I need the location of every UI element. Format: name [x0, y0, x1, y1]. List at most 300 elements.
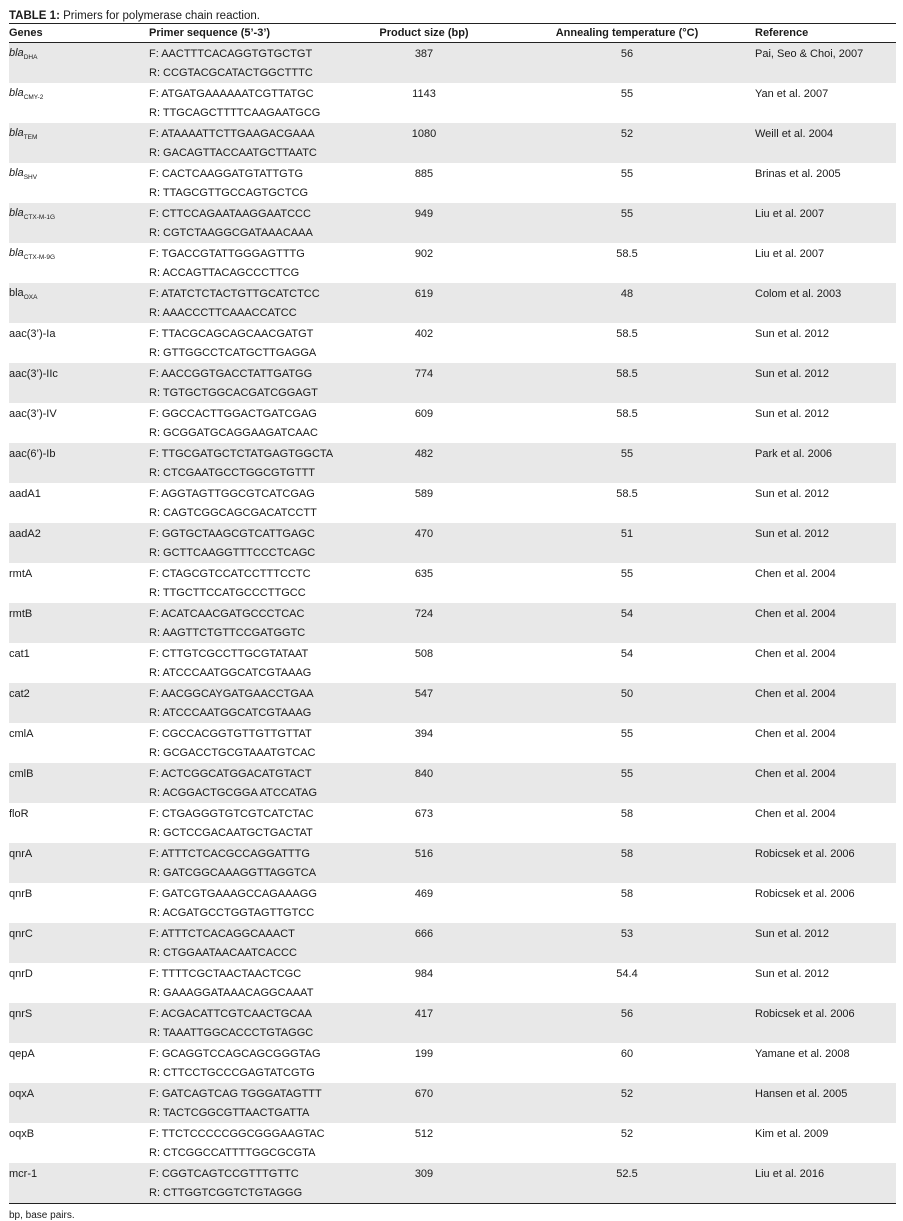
empty-cell [755, 264, 896, 284]
product-size: 724 [349, 603, 499, 624]
reference: Sun et al. 2012 [755, 407, 830, 420]
empty-cell [9, 904, 149, 924]
empty-cell [9, 544, 149, 564]
empty-cell [755, 824, 896, 844]
empty-cell [9, 584, 149, 604]
empty-cell [9, 984, 149, 1004]
table-row [9, 1024, 896, 1044]
header-reference: Reference [755, 24, 896, 43]
header-row [9, 24, 896, 43]
product-size: 619 [349, 283, 499, 304]
table-row [9, 1083, 896, 1104]
empty-cell [349, 104, 499, 124]
annealing-temp: 60 [620, 1047, 634, 1060]
gene-cell [9, 283, 149, 304]
reverse-primer: R: GAAAGGATAAACAGGCAAAT [149, 987, 314, 1000]
product-size: 673 [414, 807, 434, 820]
gene-name: oqxA [9, 1087, 35, 1100]
product-size: 1143 [412, 87, 436, 100]
annealing-temp: 52 [499, 1083, 755, 1104]
forward-primer: F: AGGTAGTTGGCGTCATCGAG [149, 487, 315, 500]
product-size: 482 [349, 443, 499, 464]
product-size: 666 [349, 923, 499, 944]
product-size: 508 [414, 647, 434, 660]
empty-cell [755, 344, 896, 364]
reference: Weill et al. 2004 [755, 123, 896, 144]
gene-name: oqxB [9, 1127, 35, 1140]
empty-cell [755, 64, 896, 84]
empty-cell [349, 1024, 499, 1044]
empty-cell [349, 1144, 499, 1164]
product-size: 670 [349, 1083, 499, 1104]
annealing-temp: 55 [620, 167, 634, 180]
forward-primer: F: ACGACATTCGTCAACTGCAA [149, 1003, 349, 1024]
empty-cell [499, 224, 755, 244]
reference: Park et al. 2006 [755, 443, 896, 464]
reverse-primer: R: CCGTACGCATACTGGCTTTC [149, 64, 349, 84]
forward-primer: F: CTAGCGTCCATCCTTTCCTC [149, 567, 311, 580]
table-row [9, 504, 896, 524]
empty-cell [499, 64, 755, 84]
empty-cell [499, 264, 755, 284]
empty-cell [755, 664, 896, 684]
empty-cell [9, 104, 149, 124]
empty-cell [349, 664, 499, 684]
gene-cell [9, 883, 149, 904]
empty-cell [349, 944, 499, 964]
product-size: 589 [414, 487, 434, 500]
annealing-temp: 55 [499, 443, 755, 464]
table-row [9, 744, 896, 764]
empty-cell [499, 384, 755, 404]
table-row [9, 64, 896, 84]
empty-cell [755, 384, 896, 404]
gene-cell [9, 923, 149, 944]
gene-cell [9, 1163, 149, 1184]
empty-cell [755, 984, 896, 1004]
empty-cell [9, 1064, 149, 1084]
empty-cell [349, 424, 499, 444]
empty-cell [499, 944, 755, 964]
reference: Chen et al. 2004 [755, 567, 836, 580]
empty-cell [499, 424, 755, 444]
empty-cell [499, 1144, 755, 1164]
gene-name: bla [9, 246, 24, 259]
empty-cell [9, 624, 149, 644]
forward-primer: F: GGTGCTAAGCGTCATTGAGC [149, 523, 349, 544]
empty-cell [755, 904, 896, 924]
annealing-temp: 51 [499, 523, 755, 544]
annealing-temp: 55 [620, 567, 634, 580]
empty-cell [9, 424, 149, 444]
table-row [9, 1163, 896, 1184]
gene-subscript: CTX-M-1G [23, 213, 56, 221]
product-size: 394 [414, 727, 434, 740]
product-size: 387 [349, 43, 499, 64]
forward-primer: F: GCAGGTCCAGCAGCGGGTAG [149, 1047, 321, 1060]
reverse-primer: R: GCTTCAAGGTTTCCCTCAGC [149, 544, 349, 564]
table-row [9, 483, 896, 504]
header-annealing-temperature: Annealing temperature (°C) [499, 24, 755, 43]
reverse-primer: R: AAACCCTTCAAACCATCC [149, 304, 349, 324]
reference: Chen et al. 2004 [755, 727, 836, 740]
empty-cell [349, 464, 499, 484]
gene-subscript: SHV [23, 173, 38, 181]
reference: Chen et al. 2004 [755, 807, 836, 820]
table-row [9, 203, 896, 224]
empty-cell [9, 704, 149, 724]
reverse-primer: R: CTTGGTCGGTCTGTAGGG [149, 1184, 349, 1204]
table-row [9, 344, 896, 364]
header-primer-sequence: Primer sequence (5’-3’) [149, 24, 349, 43]
gene-cell [9, 603, 149, 624]
table-row [9, 443, 896, 464]
forward-primer: F: TTTTCGCTAACTAACTCGC [149, 967, 302, 980]
table-row [9, 1064, 896, 1084]
header-product-size: Product size (bp) [349, 24, 499, 43]
reference: Sun et al. 2012 [755, 327, 830, 340]
empty-cell [349, 184, 499, 204]
annealing-temp: 52 [620, 1127, 634, 1140]
empty-cell [499, 104, 755, 124]
gene-name: bla [9, 286, 24, 299]
product-size: 949 [349, 203, 499, 224]
reference: Chen et al. 2004 [755, 683, 896, 704]
gene-subscript: CTX-M-9G [23, 253, 56, 261]
empty-cell [349, 1064, 499, 1084]
table-row [9, 883, 896, 904]
empty-cell [349, 304, 499, 324]
reverse-primer: R: TTAGCGTTGCCAGTGCTCG [149, 187, 309, 200]
table-row [9, 264, 896, 284]
gene-cell [9, 643, 149, 664]
empty-cell [499, 504, 755, 524]
annealing-temp: 58 [499, 843, 755, 864]
forward-primer: F: CTTCCAGAATAAGGAATCCC [149, 203, 349, 224]
reference: Pai, Seo & Choi, 2007 [755, 43, 896, 64]
annealing-temp: 58.5 [616, 407, 638, 420]
table-row [9, 224, 896, 244]
reverse-primer: R: GACAGTTACCAATGCTTAATC [149, 144, 349, 164]
gene-cell [9, 323, 149, 344]
forward-primer: F: ACTCGGCATGGACATGTACT [149, 763, 349, 784]
empty-cell [755, 1144, 896, 1164]
empty-cell [349, 344, 499, 364]
product-size: 516 [349, 843, 499, 864]
table-row [9, 424, 896, 444]
empty-cell [499, 304, 755, 324]
gene-name: aac(3’)-Ia [9, 327, 56, 340]
table-row [9, 323, 896, 344]
empty-cell [349, 1184, 499, 1204]
empty-cell [349, 144, 499, 164]
empty-cell [499, 784, 755, 804]
annealing-temp: 58.5 [616, 487, 638, 500]
table-body [9, 43, 896, 1204]
table-row [9, 544, 896, 564]
table-figure [9, 9, 896, 1221]
empty-cell [9, 864, 149, 884]
empty-cell [349, 504, 499, 524]
gene-name: qnrB [9, 887, 33, 900]
reverse-primer: R: GCTCCGACAATGCTGACTAT [149, 827, 313, 840]
table-row [9, 283, 896, 304]
table-row [9, 563, 896, 584]
reference: Sun et al. 2012 [755, 363, 896, 384]
table-row [9, 144, 896, 164]
gene-cell [9, 123, 149, 144]
gene-name: bla [9, 126, 24, 139]
gene-cell [9, 563, 149, 584]
empty-cell [499, 1064, 755, 1084]
annealing-temp: 58 [620, 807, 634, 820]
annealing-temp: 50 [499, 683, 755, 704]
gene-cell [9, 1043, 149, 1064]
table-row [9, 824, 896, 844]
forward-primer: F: CACTCAAGGATGTATTGTG [149, 167, 303, 180]
table-row [9, 403, 896, 424]
empty-cell [499, 184, 755, 204]
reference: Sun et al. 2012 [755, 487, 830, 500]
reference: Colom et al. 2003 [755, 283, 896, 304]
gene-cell [9, 523, 149, 544]
gene-name: qepA [9, 1047, 35, 1060]
empty-cell [755, 944, 896, 964]
gene-name: aadA2 [9, 527, 41, 540]
annealing-temp: 58.5 [616, 327, 638, 340]
reference: Robicsek et al. 2006 [755, 1003, 896, 1024]
empty-cell [349, 1104, 499, 1124]
table-row [9, 704, 896, 724]
reverse-primer: R: TAAATTGGCACCCTGTAGGC [149, 1024, 349, 1044]
reference: Sun et al. 2012 [755, 967, 830, 980]
empty-cell [755, 1064, 896, 1084]
product-size: 309 [349, 1163, 499, 1184]
empty-cell [755, 184, 896, 204]
gene-cell [9, 163, 149, 184]
gene-name: aac(3’)-IV [9, 407, 57, 420]
table-row [9, 43, 896, 64]
empty-cell [499, 1104, 755, 1124]
forward-primer: F: ATTTCTCACAGGCAAACT [149, 923, 349, 944]
forward-primer: F: CTGAGGGTGTCGTCATCTAC [149, 807, 314, 820]
reverse-primer: R: AAGTTCTGTTCCGATGGTC [149, 624, 349, 644]
forward-primer: F: TGACCGTATTGGGAGTTTG [149, 247, 305, 260]
empty-cell [9, 184, 149, 204]
table-row [9, 1184, 896, 1204]
gene-name: cmlB [9, 767, 34, 780]
forward-primer: F: CGCCACGGTGTTGTTGTTAT [149, 727, 312, 740]
reverse-primer: R: TTGCAGCTTTTCAAGAATGCG [149, 107, 321, 120]
table-row [9, 1144, 896, 1164]
empty-cell [499, 344, 755, 364]
gene-cell [9, 843, 149, 864]
gene-cell [9, 203, 149, 224]
reverse-primer: R: CTGGAATAACAATCACCC [149, 944, 349, 964]
empty-cell [349, 624, 499, 644]
empty-cell [755, 744, 896, 764]
empty-cell [499, 464, 755, 484]
reverse-primer: R: CGTCTAAGGCGATAAACAAA [149, 224, 349, 244]
product-size: 635 [414, 567, 434, 580]
empty-cell [755, 1104, 896, 1124]
empty-cell [9, 504, 149, 524]
reverse-primer: R: ACGATGCCTGGTAGTTGTCC [149, 907, 315, 920]
empty-cell [755, 1184, 896, 1204]
reverse-primer: R: CTTCCTGCCCGAGTATCGTG [149, 1067, 315, 1080]
gene-subscript: OXA [23, 293, 38, 301]
empty-cell [9, 384, 149, 404]
table-row [9, 763, 896, 784]
reverse-primer: R: CAGTCGGCAGCGACATCCTT [149, 507, 317, 520]
empty-cell [349, 264, 499, 284]
table-footnote: bp, base pairs. [9, 1210, 75, 1221]
empty-cell [9, 144, 149, 164]
gene-cell [9, 683, 149, 704]
table-row [9, 243, 896, 264]
table-row [9, 184, 896, 204]
empty-cell [9, 344, 149, 364]
empty-cell [9, 1184, 149, 1204]
annealing-temp: 58.5 [616, 247, 638, 260]
reference: Liu et al. 2007 [755, 203, 896, 224]
reference: Hansen et al. 2005 [755, 1083, 896, 1104]
annealing-temp: 53 [499, 923, 755, 944]
forward-primer: F: ATGATGAAAAAATCGTTATGC [149, 87, 314, 100]
empty-cell [499, 704, 755, 724]
forward-primer: F: CGGTCAGTCCGTTTGTTC [149, 1163, 349, 1184]
gene-subscript: CMY-2 [23, 93, 44, 101]
forward-primer: F: CTTGTCGCCTTGCGTATAAT [149, 647, 309, 660]
annealing-temp: 52.5 [499, 1163, 755, 1184]
table-row [9, 683, 896, 704]
gene-name: floR [9, 807, 29, 820]
product-size: 547 [349, 683, 499, 704]
reverse-primer: R: TACTCGGCGTTAACTGATTA [149, 1104, 349, 1124]
annealing-temp: 52 [499, 123, 755, 144]
table-row [9, 603, 896, 624]
annealing-temp: 54 [620, 647, 634, 660]
annealing-temp: 55 [620, 727, 634, 740]
product-size: 902 [414, 247, 434, 260]
empty-cell [755, 864, 896, 884]
reverse-primer: R: GCGACCTGCGTAAATGTCAC [149, 747, 316, 760]
empty-cell [755, 304, 896, 324]
empty-cell [755, 144, 896, 164]
empty-cell [349, 784, 499, 804]
forward-primer: F: ATTTCTCACGCCAGGATTTG [149, 843, 349, 864]
reference: Yamane et al. 2008 [755, 1047, 850, 1060]
gene-name: bla [9, 46, 24, 59]
product-size: 984 [414, 967, 434, 980]
empty-cell [349, 984, 499, 1004]
annealing-temp: 48 [499, 283, 755, 304]
product-size: 469 [414, 887, 434, 900]
table-row [9, 1123, 896, 1144]
table-row [9, 363, 896, 384]
annealing-temp: 55 [499, 763, 755, 784]
empty-cell [755, 584, 896, 604]
empty-cell [9, 464, 149, 484]
reverse-primer: R: CTCGGCCATTTTGGCGCGTA [149, 1147, 316, 1160]
gene-name: mcr-1 [9, 1167, 38, 1180]
table-row [9, 984, 896, 1004]
reference: Yan et al. 2007 [755, 87, 829, 100]
table-row [9, 944, 896, 964]
table-row [9, 803, 896, 824]
reverse-primer: R: GTTGGCCTCATGCTTGAGGA [149, 347, 317, 360]
forward-primer: F: AACCGGTGACCTATTGATGG [149, 363, 349, 384]
primers-table [9, 24, 896, 1203]
table-row [9, 123, 896, 144]
gene-name: cmlA [9, 727, 34, 740]
table-row [9, 643, 896, 664]
empty-cell [9, 744, 149, 764]
forward-primer: F: GATCAGTCAG TGGGATAGTTT [149, 1083, 349, 1104]
annealing-temp: 56 [499, 1003, 755, 1024]
product-size: 609 [414, 407, 434, 420]
gene-name: aac(6’)-Ib [9, 447, 56, 460]
reference: Robicsek et al. 2006 [755, 843, 896, 864]
empty-cell [755, 624, 896, 644]
table-row [9, 923, 896, 944]
reference: Chen et al. 2004 [755, 763, 896, 784]
reverse-primer: R: CTCGAATGCCTGGCGTGTTT [149, 464, 349, 484]
empty-cell [499, 544, 755, 564]
product-size: 470 [349, 523, 499, 544]
empty-cell [755, 544, 896, 564]
gene-subscript: DHA [23, 53, 38, 61]
empty-cell [349, 544, 499, 564]
gene-cell [9, 1083, 149, 1104]
empty-cell [349, 824, 499, 844]
empty-cell [9, 264, 149, 284]
empty-cell [499, 904, 755, 924]
empty-cell [755, 504, 896, 524]
gene-cell [9, 963, 149, 984]
forward-primer: F: TTGCGATGCTCTATGAGTGGCTA [149, 443, 349, 464]
product-size: 199 [414, 1047, 434, 1060]
gene-cell [9, 723, 149, 744]
caption-text: Primers for polymerase chain reaction. [63, 10, 260, 22]
table-row [9, 1043, 896, 1064]
gene-cell [9, 1123, 149, 1144]
gene-cell [9, 1003, 149, 1024]
gene-name: cat2 [9, 687, 30, 700]
product-size: 774 [349, 363, 499, 384]
table-row [9, 584, 896, 604]
reverse-primer: R: ACGGACTGCGGA ATCCATAG [149, 784, 349, 804]
empty-cell [9, 944, 149, 964]
empty-cell [755, 704, 896, 724]
table-row [9, 864, 896, 884]
empty-cell [9, 824, 149, 844]
product-size: 840 [349, 763, 499, 784]
gene-cell [9, 83, 149, 104]
caption-label: TABLE 1: [9, 10, 60, 22]
reverse-primer: R: GCGGATGCAGGAAGATCAAC [149, 427, 318, 440]
empty-cell [349, 224, 499, 244]
table-row [9, 843, 896, 864]
product-size: 885 [414, 167, 434, 180]
table-row [9, 163, 896, 184]
empty-cell [349, 904, 499, 924]
reference: Robicsek et al. 2006 [755, 887, 855, 900]
reference: Liu et al. 2016 [755, 1163, 896, 1184]
gene-name: bla [9, 86, 24, 99]
empty-cell [9, 1024, 149, 1044]
table-row [9, 784, 896, 804]
